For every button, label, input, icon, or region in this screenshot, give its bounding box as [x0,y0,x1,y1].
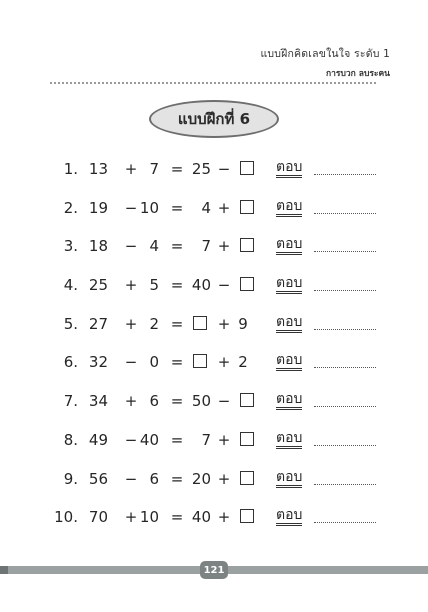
problem-number: 8. [63,430,78,449]
problem-number: 2. [63,198,78,217]
operand-b: 2 [149,314,159,333]
answer-box[interactable] [193,354,207,368]
operand-c: 7 [201,237,211,256]
operand-b: 0 [149,353,159,372]
operand-a: 25 [88,276,108,295]
operator-1: + [124,276,138,295]
operator-2: + [217,353,231,372]
operand-a: 56 [88,469,108,488]
operand-c: 40 [191,508,211,527]
equals-sign: = [170,469,184,488]
operand-b: 5 [149,276,159,295]
operand-b: 6 [149,392,159,411]
operator-1: − [124,469,138,488]
problem-row [0,189,428,228]
header-subtitle: การบวก ลบระคน [326,69,390,79]
answer-line[interactable] [314,290,376,291]
operator-2: + [217,508,231,527]
operator-2: − [217,160,231,178]
operand-c: 7 [201,430,211,449]
footer-bar-stub [0,566,8,574]
exercise-title-badge [149,100,279,138]
problem-number: 3. [63,237,78,256]
answer-label: ตอบ [276,315,302,333]
answer-line[interactable] [314,174,376,175]
problem-number: 6. [63,353,78,372]
answer-label: ตอบ [276,431,302,449]
header-title: แบบฝึกคิดเลขในใจ ระดับ 1 [260,48,390,60]
dotted-divider [50,82,376,84]
problem-list [0,150,428,537]
operand-a: 19 [88,198,108,217]
operand-d: 9 [238,314,248,333]
exercise-title: แบบฝึกที่ 6 [177,110,251,128]
problem-row [0,498,428,537]
operand-a: 13 [88,160,108,178]
answer-line[interactable] [314,445,376,446]
operand-c: 20 [191,469,211,488]
problem-row [0,343,428,382]
operand-b: 6 [149,469,159,488]
answer-line[interactable] [314,484,376,485]
problem-number: 9. [63,469,78,488]
answer-label: ตอบ [276,160,302,178]
problem-number: 7. [63,392,78,411]
answer-label: ตอบ [276,508,302,526]
operator-1: + [124,508,138,527]
operator-1: + [124,392,138,411]
operator-1: + [124,160,138,178]
operator-2: + [217,469,231,488]
operand-c: 40 [191,276,211,295]
problem-row [0,150,428,189]
operator-2: + [217,198,231,217]
operand-a: 34 [88,392,108,411]
operand-a: 27 [88,314,108,333]
operand-d: 2 [238,353,248,372]
problem-number: 4. [63,276,78,295]
operator-2: + [217,237,231,256]
answer-label: ตอบ [276,392,302,410]
operand-b: 40 [139,430,159,449]
answer-label: ตอบ [276,237,302,255]
answer-box[interactable] [240,509,254,523]
answer-line[interactable] [314,251,376,252]
answer-box[interactable] [240,161,254,175]
operand-b: 10 [139,508,159,527]
operand-a: 70 [88,508,108,527]
problem-row [0,421,428,460]
answer-line[interactable] [314,213,376,214]
operator-2: + [217,314,231,333]
equals-sign: = [170,353,184,372]
problem-row [0,382,428,421]
operator-1: − [124,430,138,449]
operand-b: 4 [149,237,159,256]
problem-row [0,227,428,266]
answer-label: ตอบ [276,470,302,488]
problem-row [0,305,428,344]
equals-sign: = [170,430,184,449]
answer-line[interactable] [314,406,376,407]
answer-line[interactable] [314,522,376,523]
answer-label: ตอบ [276,353,302,371]
operator-2: − [217,392,231,411]
operator-1: − [124,353,138,372]
equals-sign: = [170,392,184,411]
problem-row [0,266,428,305]
operand-c: 25 [191,160,211,178]
operand-b: 7 [149,160,159,178]
operator-1: + [124,314,138,333]
operand-a: 32 [88,353,108,372]
operator-1: − [124,198,138,217]
problem-number: 10. [54,508,78,527]
answer-box[interactable] [240,471,254,485]
answer-box[interactable] [240,200,254,214]
problem-row [0,460,428,499]
answer-label: ตอบ [276,199,302,217]
equals-sign: = [170,198,184,217]
operand-a: 49 [88,430,108,449]
answer-box[interactable] [240,277,254,291]
operator-2: + [217,430,231,449]
page-number: 121 [200,561,228,579]
equals-sign: = [170,160,184,178]
answer-box[interactable] [240,393,254,407]
equals-sign: = [170,314,184,333]
answer-line[interactable] [314,367,376,368]
operator-2: − [217,276,231,295]
answer-line[interactable] [314,329,376,330]
operator-1: − [124,237,138,256]
problem-number: 1. [63,160,78,178]
answer-box[interactable] [240,238,254,252]
operand-c: 50 [191,392,211,411]
answer-box[interactable] [240,432,254,446]
equals-sign: = [170,237,184,256]
operand-c: 4 [201,198,211,217]
answer-label: ตอบ [276,276,302,294]
equals-sign: = [170,508,184,527]
operand-b: 10 [139,198,159,217]
answer-box[interactable] [193,316,207,330]
operand-a: 18 [88,237,108,256]
equals-sign: = [170,276,184,295]
problem-number: 5. [63,314,78,333]
